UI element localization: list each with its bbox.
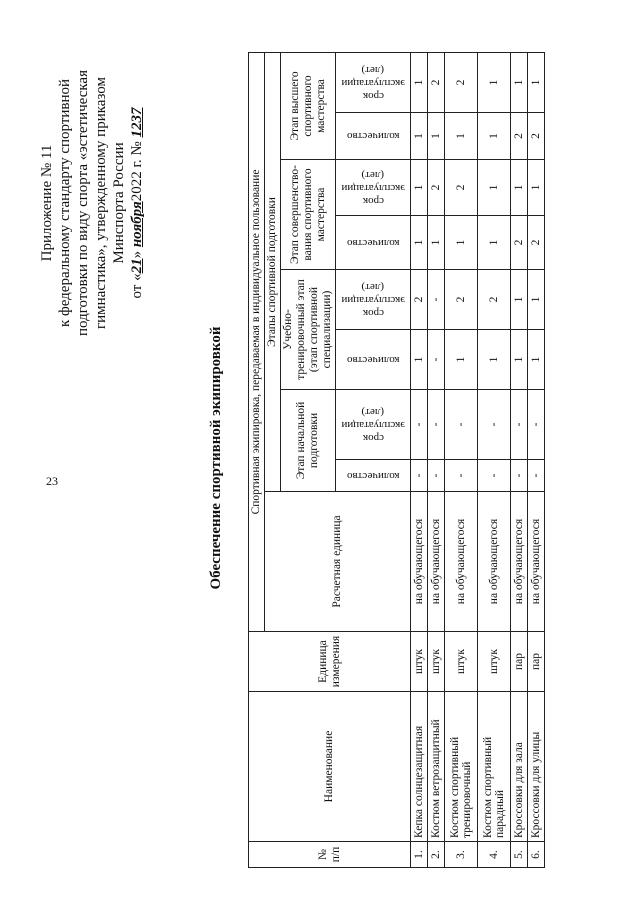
row-value: - [511,460,528,492]
header-stage-2: Учебно-тренировочный этап (этап спортивной специализации) [281,270,336,390]
row-name: Кепка солнцезащитная [411,692,428,842]
row-calc: на обучающегося [411,492,428,632]
row-value: 2 [528,216,545,270]
row-value: - [511,390,528,460]
header-stages: Этапы спортивной подготовки [265,52,281,491]
header-stage-1: Этап начальной подготовки [281,390,336,492]
page-number: 23 [46,474,58,488]
appendix-line: к федеральному стандарту спортивной [57,78,73,328]
row-value: 2 [511,216,528,270]
row-value: 1 [528,52,545,112]
row-calc: на обучающегося [428,492,445,632]
row-value: - [528,460,545,492]
row-value: 1 [411,113,428,160]
header-stage-3: Этап совершенство-вания спортивного мастерства [281,160,336,270]
table-row [445,52,478,867]
row-value: 1 [511,270,528,330]
row-value: - [478,460,511,492]
date-day: 21 [129,258,145,274]
row-name: Кроссовки для зала [511,692,528,842]
row-calc: на обучающегося [528,492,545,632]
row-num: 4. [478,842,511,868]
header-num: № п/п [249,842,411,868]
header-name: Наименование [249,692,411,842]
table-row [528,52,545,867]
row-value: 2 [445,270,478,330]
header-unit: Единица измерения [249,632,411,692]
rotated-page-content [30,48,630,868]
row-value: 1 [445,330,478,390]
equipment-table [248,52,545,868]
header-calc: Расчетная единица [265,492,411,632]
header-qty: количество [336,113,411,160]
row-unit: штук [428,632,445,692]
row-num: 1. [411,842,428,868]
row-name: Костюм спортивный парадный [478,692,511,842]
row-value: 1 [478,330,511,390]
row-value: 1 [411,330,428,390]
row-value: 1 [478,216,511,270]
row-value: - [478,390,511,460]
row-num: 6. [528,842,545,868]
row-name: Костюм ветрозащитный [428,692,445,842]
row-value: 1 [511,160,528,216]
row-name: Костюм спортивный тренировочный [445,692,478,842]
row-calc: на обучающегося [445,492,478,632]
row-value: 1 [511,330,528,390]
row-value: 2 [511,113,528,160]
header-term: срок эксплуатации (лет) [336,270,411,330]
row-value: - [428,330,445,390]
date-prefix: от « [129,273,145,299]
row-value: - [428,390,445,460]
row-unit: штук [445,632,478,692]
row-value: - [428,270,445,330]
date-year: 2022 г. № [129,141,145,202]
row-value: 2 [411,270,428,330]
appendix-block [38,43,146,363]
row-value: 1 [478,113,511,160]
header-qty: количество [336,460,411,492]
row-value: 1 [428,216,445,270]
row-unit: пар [511,632,528,692]
row-calc: на обучающегося [478,492,511,632]
row-value: 1 [411,216,428,270]
row-name: Кроссовки для улицы [528,692,545,842]
row-value: 2 [445,160,478,216]
row-num: 3. [445,842,478,868]
row-value: 1 [411,52,428,112]
row-value: 2 [428,52,445,112]
table-row [511,52,528,867]
row-value: 1 [445,216,478,270]
row-value: 1 [511,52,528,112]
row-value: 1 [478,52,511,112]
row-value: 1 [528,270,545,330]
row-value: 1 [428,113,445,160]
row-value: 1 [411,160,428,216]
row-unit: штук [478,632,511,692]
appendix-line: гимнастика», утвержденному приказом [93,77,109,330]
row-value: - [445,460,478,492]
appendix-line: Приложение № 11 [39,144,55,262]
header-term: срок эксплуатации (лет) [336,52,411,112]
header-term: срок эксплуатации (лет) [336,390,411,460]
table-row [411,52,428,867]
row-value: - [411,460,428,492]
row-value: 2 [528,113,545,160]
date-mid: » [129,250,145,259]
row-value: 2 [478,270,511,330]
row-unit: штук [411,632,428,692]
date-month: ноября [129,201,145,248]
row-value: - [428,460,445,492]
table-row [478,52,511,867]
appendix-date [128,43,146,363]
header-stage-4: Этап высшего спортивного мастерства [281,52,336,159]
row-unit: пар [528,632,545,692]
header-qty: количество [336,216,411,270]
row-value: 1 [528,330,545,390]
row-value: 2 [445,52,478,112]
row-value: 2 [428,160,445,216]
table-row [428,52,445,867]
row-value: - [445,390,478,460]
document-title: Обеспечение спортивной экипировкой [208,326,224,590]
row-value: 1 [528,160,545,216]
row-value: 1 [445,113,478,160]
header-term: срок эксплуатации (лет) [336,160,411,216]
row-value: - [528,390,545,460]
row-num: 2. [428,842,445,868]
row-num: 5. [511,842,528,868]
row-calc: на обучающегося [511,492,528,632]
appendix-line: Минспорта России [111,142,127,264]
appendix-line: подготовки по виду спорта «эстетическая [75,70,91,336]
header-group: Спортивная экипировка, передаваемая в индивидуальное пользование [249,52,265,631]
row-value: - [411,390,428,460]
row-value: 1 [478,160,511,216]
order-number: 1237 [129,107,145,138]
header-qty: количество [336,330,411,390]
